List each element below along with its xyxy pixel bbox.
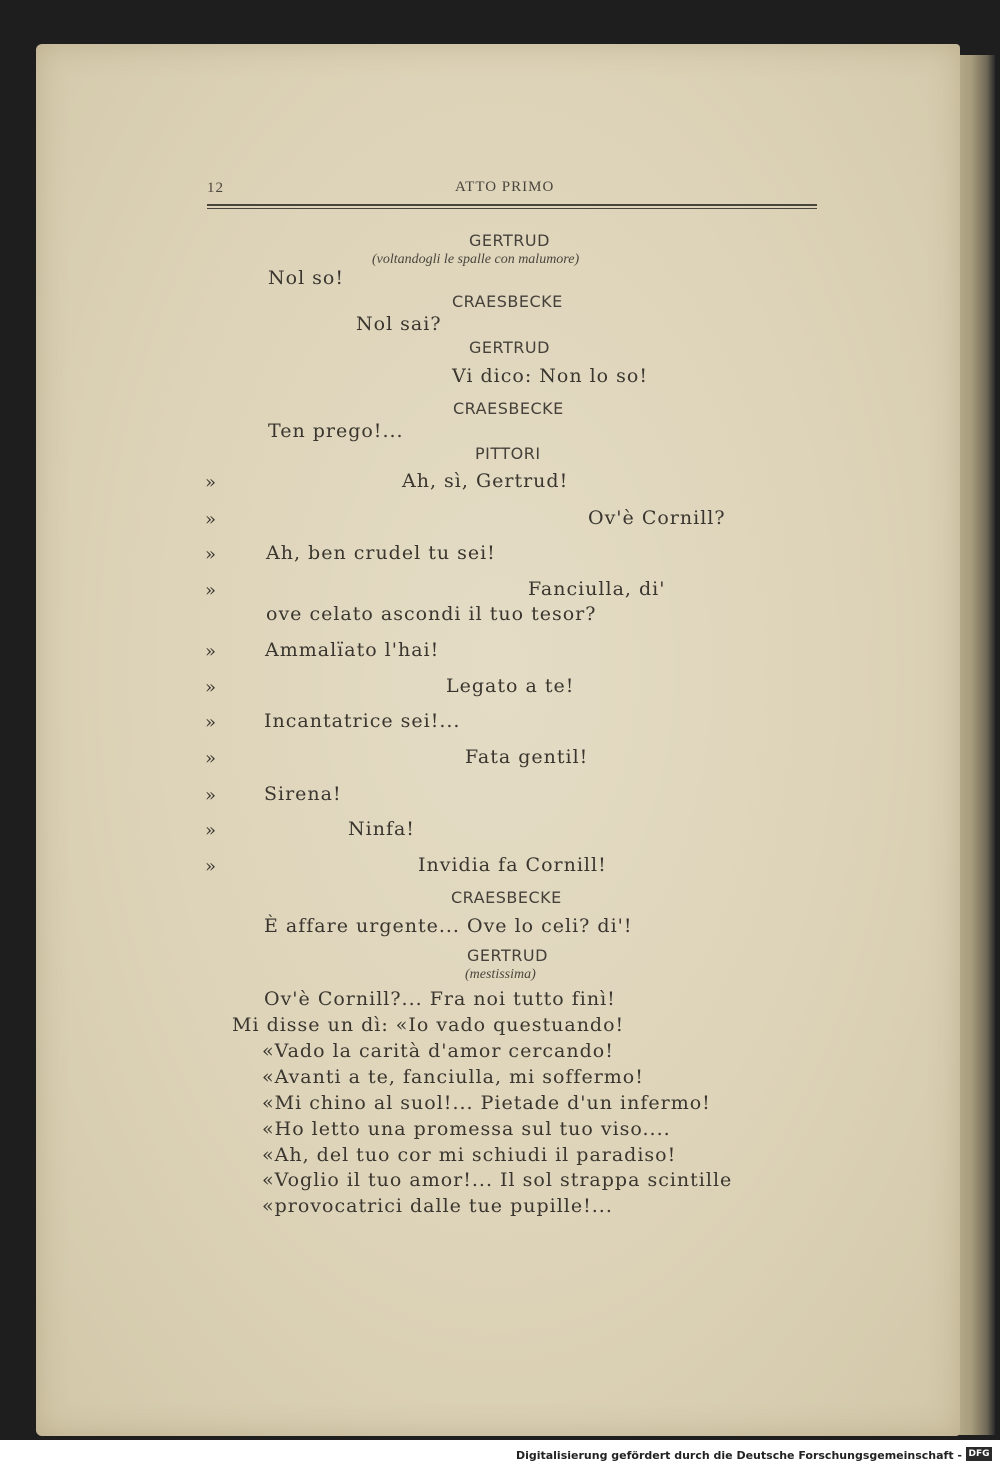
verse-line: ove celato ascondi il tuo tesor? [266, 603, 597, 625]
repeat-mark: » [205, 580, 217, 601]
stage-direction: (voltandogli le spalle con malumore) [372, 252, 580, 267]
verse-line: Ninfa! [348, 818, 415, 840]
verse-line: Nol sai? [356, 313, 442, 335]
book-spine [955, 55, 995, 1435]
speaker-name: CRAESBECKE [452, 292, 563, 311]
verse-line: Sirena! [264, 783, 342, 805]
header-rule-thin [207, 208, 817, 209]
verse-line: Fanciulla, di' [528, 578, 666, 600]
repeat-mark: » [205, 641, 217, 662]
verse-line: Legato a te! [446, 675, 575, 697]
verse-line: «provocatrici dalle tue pupille!... [262, 1195, 613, 1217]
verse-line: Fata gentil! [465, 746, 589, 768]
verse-line: «Vado la carità d'amor cercando! [262, 1040, 614, 1062]
digitization-footer [0, 1440, 1000, 1469]
dfg-logo: DFG [966, 1447, 992, 1461]
funding-credit: Digitalisierung gefördert durch die Deutsche Forschungsgemeinschaft - [515, 1449, 962, 1462]
page-number: 12 [207, 180, 224, 196]
repeat-mark: » [205, 748, 217, 769]
verse-line: Ov'è Cornill?... Fra noi tutto finì! [264, 988, 616, 1010]
verse-line: Ah, sì, Gertrud! [402, 470, 569, 492]
repeat-mark: » [205, 785, 217, 806]
speaker-name: GERTRUD [469, 231, 550, 250]
speaker-name: CRAESBECKE [453, 399, 564, 418]
verse-line: Ah, ben crudel tu sei! [266, 542, 496, 564]
speaker-name: GERTRUD [467, 946, 548, 965]
verse-line: Ov'è Cornill? [588, 507, 726, 529]
verse-line: Mi disse un dì: «Io vado questuando! [232, 1014, 625, 1036]
verse-line: «Avanti a te, fanciulla, mi soffermo! [262, 1066, 644, 1088]
stage-direction: (mestissima) [465, 967, 536, 982]
header-rule [207, 204, 817, 206]
verse-line: «Ah, del tuo cor mi schiudi il paradiso! [262, 1144, 677, 1166]
repeat-mark: » [205, 820, 217, 841]
repeat-mark: » [205, 472, 217, 493]
repeat-mark: » [205, 712, 217, 733]
speaker-name: CRAESBECKE [451, 888, 562, 907]
verse-line: Invidia fa Cornill! [418, 854, 607, 876]
verse-line: Nol so! [268, 267, 345, 289]
verse-line: Vi dico: Non lo so! [452, 365, 648, 387]
repeat-mark: » [205, 544, 217, 565]
verse-line: Ten prego!... [268, 420, 404, 442]
speaker-name: PITTORI [475, 444, 541, 463]
repeat-mark: » [205, 509, 217, 530]
verse-line: «Voglio il tuo amor!... Il sol strappa scintille [262, 1169, 733, 1191]
repeat-mark: » [205, 677, 217, 698]
repeat-mark: » [205, 856, 217, 877]
verse-line: È affare urgente... Ove lo celi? di'! [264, 915, 633, 937]
verse-line: Incantatrice sei!... [264, 710, 461, 732]
running-title: ATTO PRIMO [455, 179, 555, 195]
speaker-name: GERTRUD [469, 338, 550, 357]
verse-line: «Ho letto una promessa sul tuo viso.... [262, 1118, 671, 1140]
verse-line: «Mi chino al suol!... Pietade d'un infermo! [262, 1092, 711, 1114]
verse-line: Ammalïato l'hai! [265, 639, 440, 661]
